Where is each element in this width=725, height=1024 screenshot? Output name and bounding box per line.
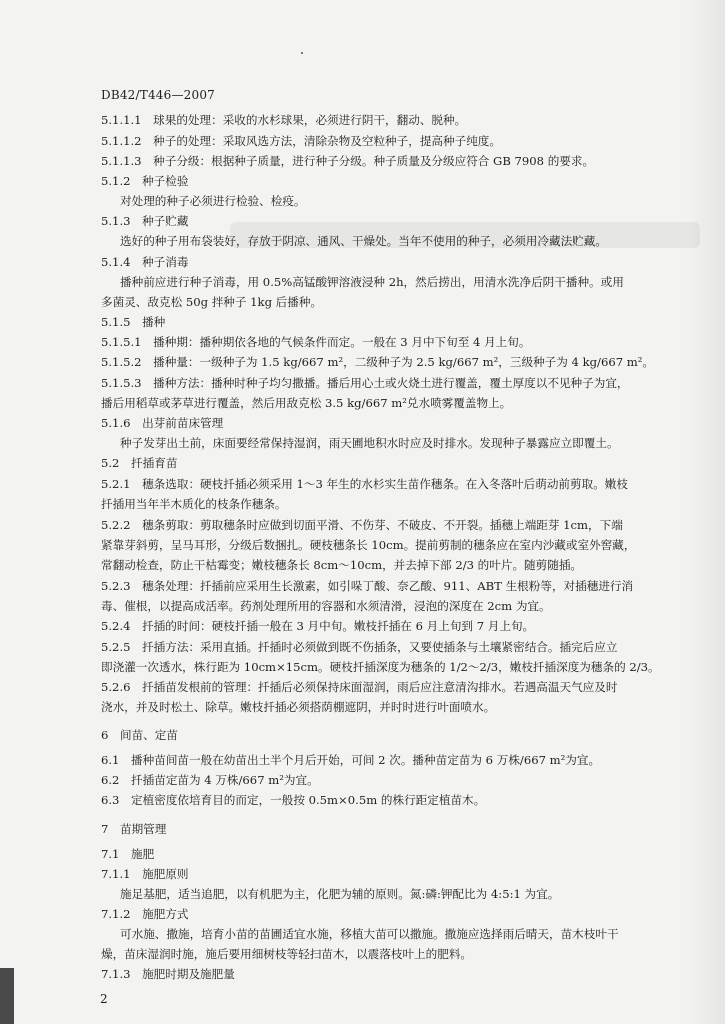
- text-line: 6.1 播种苗间苗一般在幼苗出土半个月后开始，可间 2 次。播种苗定苗为 6 万株/667 m²为宜。: [101, 753, 601, 767]
- text-line: 5.2.5 扦插方法：采用直插。扦插时必须做到既不伤插条，又要使插条与土壤紧密结合。插完后应立: [101, 640, 618, 654]
- section-heading: 7.1 施肥: [101, 847, 155, 861]
- text-line: 5.2.4 扦插的时间：硬枝扦插一般在 3 月中旬。嫩枝扦插在 6 月上旬到 7 月上旬。: [101, 619, 535, 633]
- section-heading: 7 苗期管理: [101, 822, 167, 836]
- text-line: 可水施、撒施，培育小苗的苗圃适宜水施，移植大苗可以撒施。撒施应选择雨后晴天，苗木枝叶干: [120, 927, 619, 941]
- text-line: 5.1.5.2 播种量：一级种子为 1.5 kg/667 m²，二级种子为 2.5 kg/667 m²，三级种子为 4 kg/667 m²。: [101, 355, 655, 369]
- text-line: 播种前应进行种子消毒，用 0.5%高锰酸钾溶液浸种 2h，然后捞出，用清水洗净后阴干播种。或用: [120, 275, 624, 289]
- text-line: 燥，苗床湿润时施，施后要用细树枝等轻扫苗木，以震落枝叶上的肥料。: [101, 947, 473, 961]
- section-heading: 7.1.1 施肥原则: [101, 867, 189, 881]
- text-line: 6.2 扦插苗定苗为 4 万株/667 m²为宜。: [101, 773, 319, 787]
- scan-speck: [301, 52, 303, 54]
- text-line: 即浇灌一次透水，株行距为 10cm×15cm。硬枝扦插深度为穗条的 1/2～2/3，嫩枝扦插深度为穗条的 2/3。: [101, 660, 660, 674]
- text-line: 扦插用当年半木质化的枝条作穗条。: [101, 497, 287, 511]
- text-line: 5.1.1.3 种子分级：根据种子质量，进行种子分级。种子质量及分级应符合 GB 7908 的要求。: [101, 154, 595, 168]
- section-heading: 7.1.2 施肥方式: [101, 907, 189, 921]
- scan-edge-shadow: [685, 0, 725, 1024]
- section-heading: 6 间苗、定苗: [101, 728, 178, 742]
- section-heading: 5.1.6 出芽前苗床管理: [101, 416, 224, 430]
- text-line: 种子发芽出土前，床面要经常保持湿润，雨天圃地积水时应及时排水。发现种子暴露应立即覆土。: [120, 436, 619, 450]
- scan-margin-bar: [0, 968, 14, 1024]
- section-heading: 5.1.5 播种: [101, 315, 166, 329]
- text-line: 6.3 定植密度依培育目的而定，一般按 0.5m×0.5m 的株行距定植苗木。: [101, 793, 486, 807]
- text-line: 毒、催根，以提高成活率。药剂处理所用的容器和水须清滑，浸泡的深度在 2cm 为宜。: [101, 599, 551, 613]
- text-line: 5.2.3 穗条处理：扦插前应采用生长激素，如引哚丁酸、奈乙酸、911、ABT 生根粉等，对插穗进行消: [101, 579, 634, 593]
- page-number: 2: [100, 992, 108, 1006]
- text-line: 选好的种子用布袋装好，存放于阴凉、通风、干燥处。当年不使用的种子，必须用冷藏法贮藏。: [120, 234, 607, 248]
- text-line: 5.1.1.2 种子的处理：采取风选方法，清除杂物及空粒种子，提高种子纯度。: [101, 134, 501, 148]
- section-heading: 5.2 扦插育苗: [101, 456, 178, 470]
- text-line: 多菌灵、敌克松 50g 拌种子 1kg 后播种。: [101, 295, 323, 309]
- document-code: DB42/T446—2007: [101, 88, 215, 102]
- section-heading: 5.1.3 种子贮藏: [101, 214, 189, 228]
- section-heading: 5.1.4 种子消毒: [101, 255, 189, 269]
- text-line: 播后用稻草或茅草进行覆盖，然后用敌克松 3.5 kg/667 m²兑水喷雾覆盖物上。: [101, 396, 512, 410]
- text-line: 浇水，并及时松土、除草。嫩枝扦插必须搭荫棚遮阴，并时时进行叶面喷水。: [101, 700, 496, 714]
- text-line: 5.1.1.1 球果的处理：采收的水杉球果，必须进行阴干，翻动、脱种。: [101, 113, 467, 127]
- text-line: 紧靠芽斜剪，呈马耳形，分级后数捆扎。硬枝穗条长 10cm。提前剪制的穗条应在室内沙藏或室外窖藏，: [101, 538, 636, 552]
- section-heading: 5.1.2 种子检验: [101, 174, 189, 188]
- section-heading: 7.1.3 施肥时期及施肥量: [101, 967, 235, 981]
- text-line: 5.2.2 穗条剪取：剪取穗条时应做到切面平滑、不伤芽、不破皮、不开裂。插穗上端距芽 1cm，下端: [101, 518, 623, 532]
- text-line: 5.1.5.1 播种期：播种期依各地的气候条件而定。一般在 3 月中下旬至 4 月上旬。: [101, 335, 531, 349]
- text-line: 5.2.1 穗条选取：硬枝扦插必须采用 1～3 年生的水杉实生苗作穗条。在入冬落叶后萌动前剪取。嫩枝: [101, 477, 628, 491]
- text-line: 5.1.5.3 播种方法：播种时种子均匀撒播。播后用心土或火烧土进行覆盖，覆土厚度以不见种子为宜，: [101, 376, 629, 390]
- text-line: 常翻动检查，防止干枯霉变；嫩枝穗条长 8cm～10cm，并去掉下部 2/3 的叶片。随剪随插。: [101, 558, 583, 572]
- text-line: 5.2.6 扦插苗发根前的管理：扦插后必须保持床面湿润，雨后应注意清沟排水。若遇高温天气应及时: [101, 680, 618, 694]
- text-line: 对处理的种子必须进行检验、检疫。: [120, 194, 306, 208]
- text-line: 施足基肥，适当追肥，以有机肥为主，化肥为辅的原则。氮:磷:钾配比为 4:5:1 为宜。: [120, 887, 560, 901]
